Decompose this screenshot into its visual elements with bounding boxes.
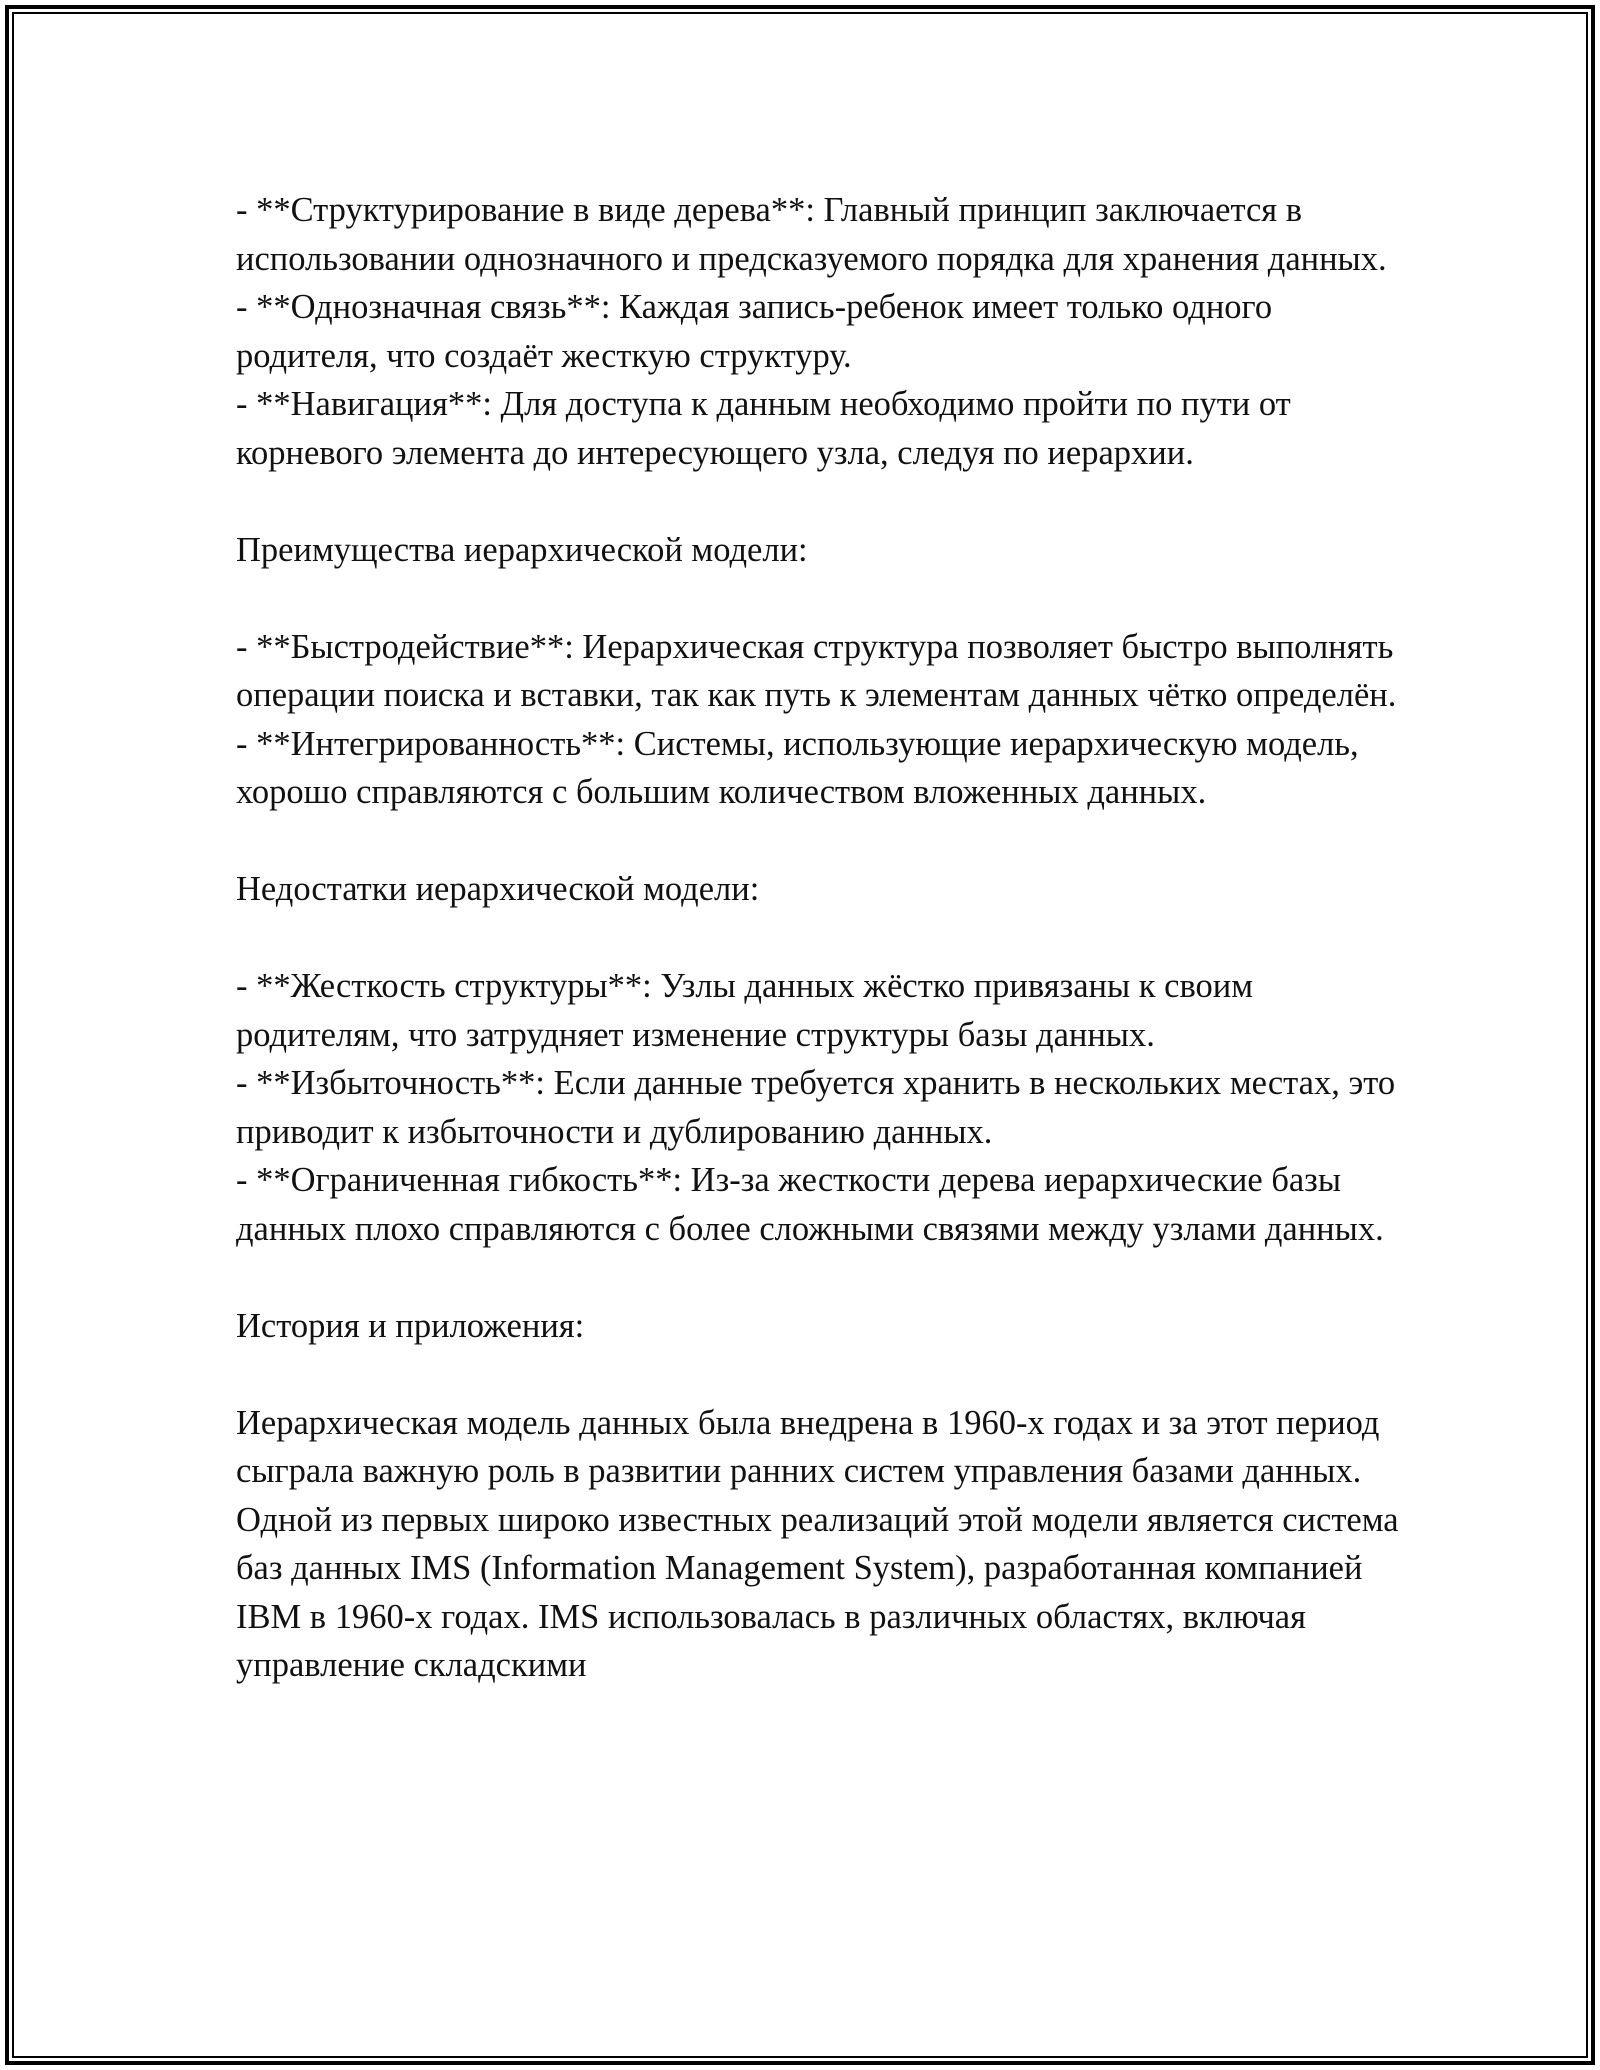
disadvantages-list — [236, 962, 1406, 1253]
list-item-performance: - **Быстродействие**: Иерархическая структура позволяет быстро выполнять операции поиска и вставки, так как путь к элементам данных чётко определён. — [236, 627, 1397, 714]
principles-list — [236, 186, 1406, 477]
disadvantages-heading: Недостатки иерархической модели: — [236, 870, 760, 908]
list-item-redundancy: - **Избыточность**: Если данные требуется хранить в нескольких местах, это приводит к избыточности и дублированию данных. — [236, 1064, 1396, 1151]
advantages-list — [236, 623, 1406, 817]
list-item-unique-link: - **Однозначная связь**: Каждая запись-ребенок имеет только одного родителя, что создаёт жесткую структуру. — [236, 288, 1273, 375]
list-item-limited-flexibility: - **Ограниченная гибкость**: Из-за жесткости дерева иерархические базы данных плохо справляются с более сложными связями между узлами данных. — [236, 1161, 1384, 1248]
advantages-heading: Преимущества иерархической модели: — [236, 530, 808, 569]
list-item-tree-structure: - **Структурирование в виде дерева**: Главный принцип заключается в использовании однозначного и предсказуемого порядка для хранения данных. — [236, 191, 1387, 278]
document-body — [236, 186, 1406, 1690]
history-heading: История и приложения: — [236, 1306, 585, 1345]
list-item-rigidity: - **Жесткость структуры**: Узлы данных жёстко привязаны к своим родителям, что затрудняет изменение структуры базы данных. — [236, 967, 1254, 1054]
list-item-navigation: - **Навигация**: Для доступа к данным необходимо пройти по пути от корневого элемента до интересующего узла, следуя по иерархии. — [236, 385, 1291, 472]
list-item-integration: - **Интегрированность**: Системы, использующие иерархическую модель, хорошо справляются с большим количеством вложенных данных. — [236, 724, 1359, 811]
history-paragraph: Иерархическая модель данных была внедрена в 1960-х годах и за этот период сыграла важную роль в развитии ранних систем управления базами данных. Одной из первых широко известных реализаций этой модели является система баз данных IMS (Information Management System), разработанная компанией IBM в 1960-х годах. IMS использовалась в различных областях, включая управление складскими — [236, 1403, 1399, 1684]
